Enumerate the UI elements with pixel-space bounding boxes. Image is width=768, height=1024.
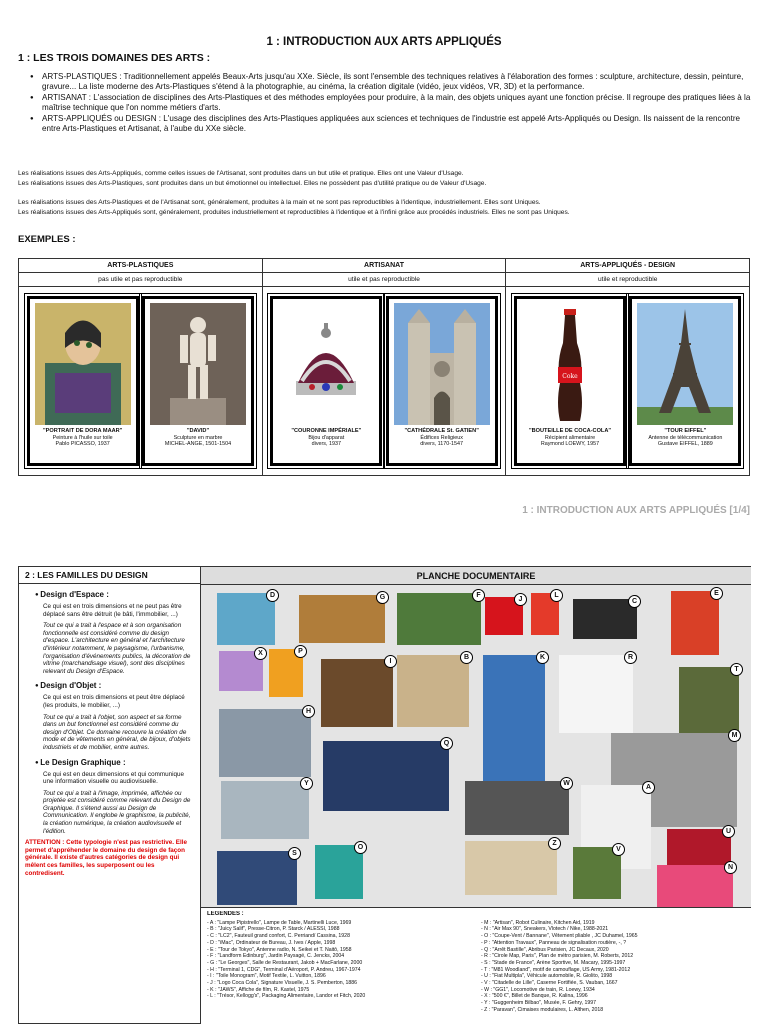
family-graphique-desc: Tout ce qui a trait à l'image, imprimée, affichée ou projetée est considéré comme relevant du Design de Graphique. Il s'étend aussi au Design de Communication. Il englobe le graphisme, la publicité, la création numérique, la création audiovisuelle et l'édition.: [43, 789, 191, 835]
col-head-arts-plastiques: ARTS-PLASTIQUES: [19, 259, 263, 272]
domain-arts-appliques: ● ARTS-APPLIQUÉS ou DESIGN : L'usage des disciplines des Arts-Plastiques appliquées aux sciences et techniques de l'industrie est appelé Arts-Appliqués ou Design. Ils naissent de la rencontre entre Arts-Plastiques et Artisanat, à l'aube du XXe siècle.: [30, 114, 752, 134]
planche-image-d: [217, 593, 275, 645]
image-letter-tag: A: [642, 781, 655, 794]
planche-image-r: [559, 655, 633, 733]
planche-image-v: [573, 847, 621, 899]
section1-title: 1 : LES TROIS DOMAINES DES ARTS :: [18, 52, 211, 64]
para-usage-1: Les réalisations issues des Arts-Appliqués, comme celles issues de l'Artisanat, sont produites dans un but utile et pratique. Elles ont une Valeur d'Usage.: [18, 170, 464, 177]
image-letter-tag: F: [472, 589, 485, 602]
legend-item: - V : "Citadelle de Lille", Caserne Fortifiée, S. Vauban, 1667: [481, 980, 618, 987]
examples-table: [18, 258, 750, 476]
family-graphique-title: ● Le Design Graphique :: [35, 758, 194, 767]
planche-image-n: [657, 865, 733, 911]
planche-image-y: [221, 781, 309, 839]
legend-item: - Q : "Arrêt Bastille", Abribus Parisien, JC Decaux, 2020: [481, 946, 609, 953]
col-sub-arts-plastiques: pas utile et pas reproductible: [19, 273, 263, 286]
legend-item: - L : "Trésor, Kellogg's", Packaging Alimentaire, Landor et Fitch, 2020: [207, 993, 366, 1000]
family-espace-desc: Tout ce qui a trait à l'espace et à son organisation fonctionnelle est considéré comme du design d'espace. L'architecture en général et l'architecture d'intérieur notamment, le paysagisme, l'urbanisme, l'organisation d'événements publics, la décoration de vitrine (marchandisage visuel), sont des disciplines relevant du Design d'Espace.: [43, 622, 191, 675]
planche-image-z: [465, 841, 557, 895]
dora-maar-portrait-image: [35, 303, 131, 425]
card-caption: "PORTRAIT DE DORA MAAR" Peinture à l'huile sur toile Pablo PICASSO, 1937: [42, 428, 123, 448]
planche-images: [201, 585, 751, 907]
para-repro-1: Les réalisations issues des Arts-Plastiques et de l'Artisanat sont, généralement, produites à la main et ne sont pas reproductibles à l'identique, industriellement. Elles sont Uniques.: [18, 199, 541, 206]
para-repro-2: Les réalisations issues des Arts-Appliqués sont, généralement, produites industriellement et reproductibles à l'identique et à l'infini grâce aux procédés industriels. Elles ne sont pas Uniques.: [18, 209, 570, 216]
card-couronne: [270, 296, 382, 466]
image-letter-tag: W: [560, 777, 573, 790]
legend-item: - K : "JAWS", Affiche de film, R. Kastel, 1975: [207, 986, 310, 993]
legend-item: - P : "Attention Travaux", Panneau de signalisation routière, -, ?: [481, 939, 627, 946]
card-caption: "BOUTEILLE DE COCA-COLA" Récipient alimentaire Raymond LOEWY, 1957: [528, 428, 612, 448]
image-letter-tag: P: [294, 645, 307, 658]
examples-header-row: [19, 259, 749, 273]
card-coca-cola: [514, 296, 626, 466]
planche-title: PLANCHE DOCUMENTAIRE: [201, 567, 751, 585]
family-espace-def: Ce qui est en trois dimensions et ne peut pas être déplacé sans être détruit (le bâti, l'immobilier, ...): [43, 603, 182, 618]
image-letter-tag: Y: [300, 777, 313, 790]
legend-right-column: [481, 911, 745, 1022]
planche-image-x: [219, 651, 263, 691]
family-objet-desc: Tout ce qui a trait à l'objet, son aspect et sa forme dans un but fonctionnel est considéré comme du design d'Objet. Ce domaine recouvre la création de mode et de vêtements en général, de bijoux, d'objets industriels et de mobilier, entre autres.: [43, 713, 191, 751]
planche-image-f: [397, 593, 481, 645]
image-letter-tag: S: [288, 847, 301, 860]
image-letter-tag: Q: [440, 737, 453, 750]
image-letter-tag: R: [624, 651, 637, 664]
para-usage-2: Les réalisations issues des Arts-Plastiques, sont produites dans un but émotionnel ou intellectuel. Elles ne possèdent pas d'utilité pratique ou de Valeur d'Usage.: [18, 180, 487, 187]
legend-item: - D : "iMac", Ordinateur de Bureau, J. Ives / Apple, 1998: [207, 939, 336, 946]
image-letter-tag: N: [724, 861, 737, 874]
page-footer: 1 : INTRODUCTION AUX ARTS APPLIQUÉS [1/4]: [522, 505, 750, 516]
image-letter-tag: Z: [548, 837, 561, 850]
planche-image-e: [671, 591, 719, 655]
image-letter-tag: C: [628, 595, 641, 608]
col-head-design: ARTS-APPLIQUÉS - DESIGN: [580, 262, 676, 269]
image-letter-tag: L: [550, 589, 563, 602]
legend-item: - O : "Coupe-Vent / Bannane", Vêtement pliable , JC Duhamel, 1965: [481, 933, 638, 940]
image-letter-tag: D: [266, 589, 279, 602]
family-graphique-def: Ce qui est en deux dimensions et qui communique une information visuelle ou audiovisuelle.: [43, 770, 185, 786]
family-objet-def: Ce qui est en trois dimensions et peut être déplacé (les produits, le mobilier, ...): [43, 694, 185, 709]
legend-item: - B : "Juicy Salif", Presse-Citron, P. Starck / ALESSI, 1988: [207, 926, 340, 933]
legend-item: - C : "LC2", Fauteuil grand confort, C. Perriand/ Cassina, 1928: [207, 933, 350, 940]
image-letter-tag: K: [536, 651, 549, 664]
col-sub-design: utile et reproductible: [597, 276, 658, 283]
legend-item: - G : "Le Georges", Salle de Restaurant, Jakob + MacFarlane, 2000: [207, 959, 363, 966]
legend-box: [201, 907, 751, 1024]
legend-item: - H : "Terminal 1, CDG", Terminal d'Aéroport, P. Andreu, 1967-1974: [207, 966, 361, 973]
image-letter-tag: I: [384, 655, 397, 668]
planche-image-o: [315, 845, 363, 899]
examples-subheader-row: [19, 273, 749, 287]
card-caption: "TOUR EIFFEL" Antenne de télécommunication Gustave EIFFEL, 1889: [648, 428, 723, 448]
legend-item: - N : "Air Max 90", Sneakers, Vlotech / Nike, 1988-2021: [481, 926, 609, 933]
legend-item: - Y : "Guggenheim Bilbao", Musée, F. Gehry, 1997: [481, 1000, 596, 1007]
col-sub-artisanat: utile et pas reproductible: [263, 273, 507, 286]
legend-item: - A : "Lampe Pipistrello", Lampe de Table, Martinelli Luce, 1969: [207, 919, 352, 926]
card-dora-maar: [27, 296, 139, 466]
legend-left-column: [207, 911, 471, 1022]
legend-item: - X : "500 €", Billet de Banque, R. Kalina, 1996: [481, 993, 588, 1000]
legend-item: - Z : "Paravan", Cimaises modulaires, L. Althen, 2018: [481, 1006, 604, 1013]
col-head-artisanat: ARTISANAT: [263, 259, 507, 272]
planche-image-g: [299, 595, 385, 643]
domains-list: [30, 72, 752, 135]
image-letter-tag: T: [730, 663, 743, 676]
image-letter-tag: H: [302, 705, 315, 718]
legend-title: LÉGENDES :: [207, 911, 244, 917]
image-letter-tag: U: [722, 825, 735, 838]
legend-item: - M : "Artisan", Robot Culinaire, Kitchen Aid, 1919: [481, 919, 595, 926]
page-title: 1 : INTRODUCTION AUX ARTS APPLIQUÉS: [266, 36, 502, 48]
group-arts-plastiques: [19, 287, 263, 475]
planche-image-h: [219, 709, 311, 777]
planche-image-p: [269, 649, 303, 697]
planche-documentaire: [201, 567, 751, 1024]
families-column: [19, 567, 201, 1024]
crown-image: [278, 303, 374, 425]
image-letter-tag: V: [612, 843, 625, 856]
planche-image-s: [217, 851, 297, 905]
domain-arts-plastiques: ● ARTS-PLASTIQUES : Traditionnellement appelés Beaux-Arts jusqu'au XXe. Siècle, ils sont l'ensemble des techniques relatives à l'élaboration des formes : sculpture, architecture, dessin, peinture, gravure... La liste moderne des Arts-Plastiques s'étend à la photographie, au cinéma, la création digitale (vidéo, jeux vidéos, VR, 3D) et la performance.: [30, 72, 752, 92]
legend-item: - S : "Stade de France", Arène Sportive, M. Macary, 1995-1997: [481, 959, 626, 966]
legend-item: - F : "Landform Edinburg", Jardin Paysagé, C. Jencks, 2004: [207, 953, 345, 960]
planche-image-q: [323, 741, 449, 811]
legend-item: - J : "Logo Coca Cola", Signature Visuelle, J. S. Pemberton, 1886: [207, 980, 358, 987]
card-cathedrale: [386, 296, 498, 466]
legend-item: - W : "GG1", Locomotive de train, R. Loewy, 1934: [481, 986, 595, 993]
image-letter-tag: O: [354, 841, 367, 854]
card-caption: "DAVID" Sculpture en marbre MICHEL-ANGE, 1501-1504: [164, 428, 232, 448]
eiffel-tower-image: [637, 303, 733, 425]
family-espace-title: ● Design d'Espace :: [35, 590, 194, 599]
domain-artisanat: ● ARTISANAT : L'association de disciplines des Arts-Plastiques et des méthodes employées pour produire, à la main, des objets uniques ayant une fonction précise. Il regroupe des pratiques liées à la maîtrise technique que l'on nomme métiers d'arts.: [30, 93, 752, 113]
page-two: [18, 566, 751, 1024]
card-tour-eiffel: [629, 296, 741, 466]
planche-image-i: [321, 659, 393, 727]
cathedral-image: [394, 303, 490, 425]
image-letter-tag: M: [728, 729, 741, 742]
legend-item: - U : "Fiat Multipla", Véhicule automobile, R. Giolito, 1998: [481, 973, 613, 980]
legend-item: - T : "M81 Woodland", motif de camouflage, US Army, 1981-2012: [481, 966, 631, 973]
image-letter-tag: X: [254, 647, 267, 660]
card-caption: "CATHÉDRALE St. GATIEN" Édifices Religieux divers, 1170-1547: [404, 428, 479, 448]
david-statue-image: [150, 303, 246, 425]
card-david: [142, 296, 254, 466]
planche-image-w: [465, 781, 569, 835]
group-artisanat: [263, 287, 507, 475]
coca-cola-bottle-image: [522, 303, 618, 425]
planche-image-c: [573, 599, 637, 639]
svg-text:Coke: Coke: [562, 373, 578, 380]
planche-image-b: [397, 655, 469, 727]
planche-image-j: [485, 597, 523, 635]
examples-cards-row: [19, 287, 749, 475]
legend-item: - E : "Tour de Tokyo", Antenne radio, N. Seikei et T. Naitō, 1958: [207, 946, 352, 953]
image-letter-tag: E: [710, 587, 723, 600]
legend-item: - R : "Cirole Map, Paris", Plan de métro parisien, M. Roberts, 2012: [481, 953, 634, 960]
section2-title: 2 : LES FAMILLES DU DESIGN: [19, 567, 200, 584]
exemples-label: EXEMPLES :: [18, 234, 76, 245]
planche-image-l: [531, 593, 559, 635]
image-letter-tag: J: [514, 593, 527, 606]
attention-note: ATTENTION : Cette typologie n'est pas restrictive. Elle permet d'appréhender le domaine du design de façon générale. Il existe d'autres catégories de design qui mêlent ces familles, les superposent ou les contredisent.: [25, 839, 187, 877]
family-objet-title: ● Design d'Objet :: [35, 681, 194, 690]
card-caption: "COURONNE IMPÉRIALE" Bijou d'apparat divers, 1937: [291, 428, 362, 448]
group-design: [506, 287, 749, 475]
image-letter-tag: B: [460, 651, 473, 664]
legend-item: - I : "Toile Monogram", Motif Textile, L. Vuitton, 1896: [207, 973, 326, 980]
image-letter-tag: G: [376, 591, 389, 604]
